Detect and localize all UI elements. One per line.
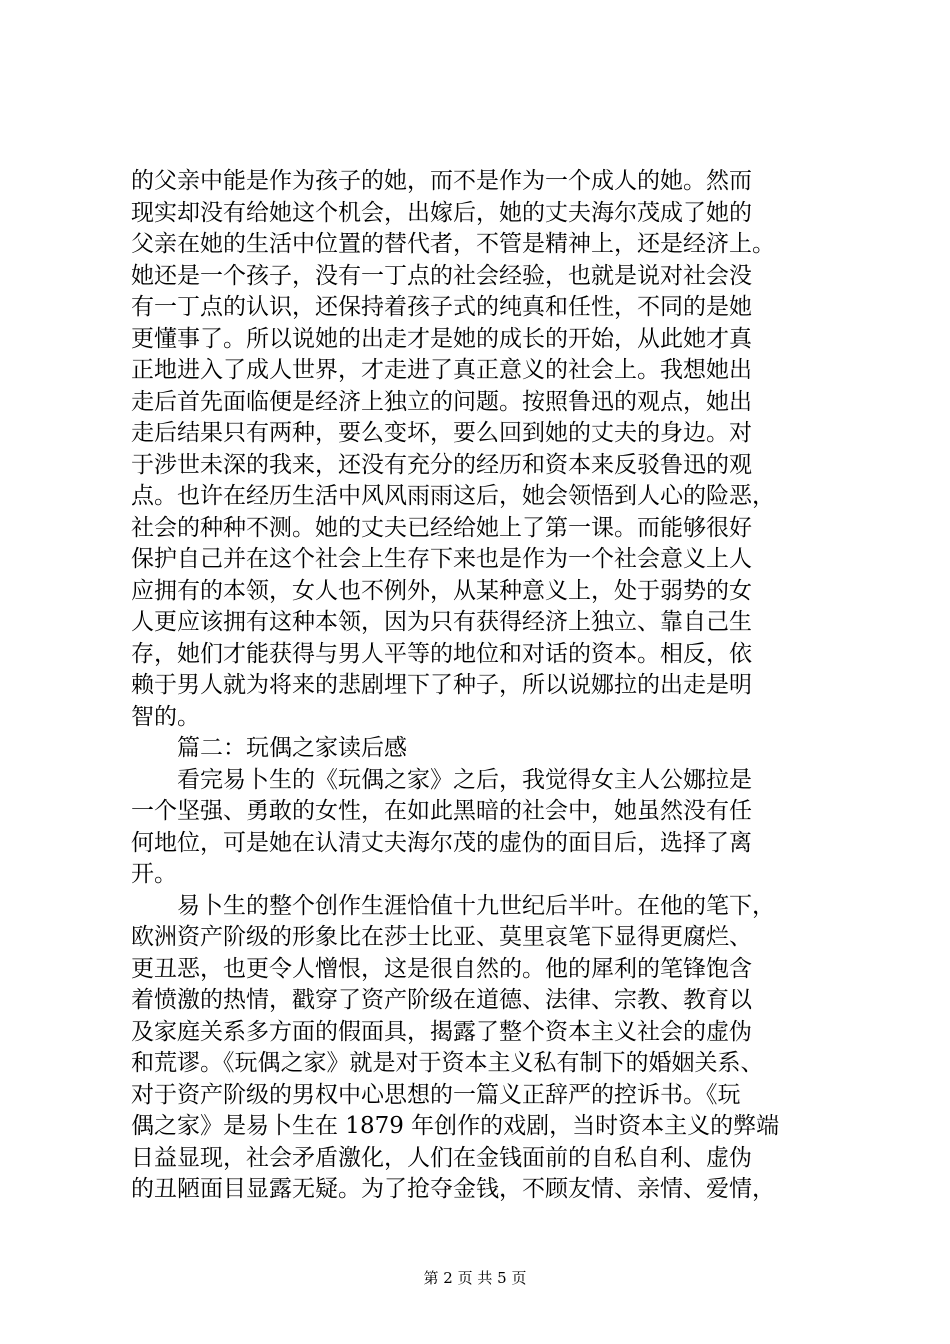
page-number: 第 2 页 共 5 页 [423,1269,527,1287]
section-heading: 篇二：玩偶之家读后感 [177,735,407,761]
text-line: 日益显现，社会矛盾激化，人们在金钱面前的自私自利、虚伪 [131,1144,752,1171]
text-line: 应拥有的本领，女人也不例外，从某种意义上，处于弱势的女 [131,577,752,604]
document-body [131,166,831,1206]
text-line: 更丑恶，也更令人憎恨，这是很自然的。他的犀利的笔锋饱含 [131,955,752,982]
text-line: 社会的种种不测。她的丈夫已经给她上了第一课。而能够很好 [131,514,752,541]
text-line: 智的。 [131,703,200,730]
text-line: 偶之家》是易卜生在 1879 年创作的戏剧，当时资本主义的弊端 [131,1113,780,1139]
text-line: 何地位，可是她在认清丈夫海尔茂的虚伪的面目后，选择了离 [131,829,752,856]
text-line: 人更应该拥有这种本领，因为只有获得经济上独立、靠自己生 [131,609,752,635]
text-line: 于涉世未深的我来，还没有充分的经历和资本来反驳鲁迅的观 [131,451,752,478]
text-line: 及家庭关系多方面的假面具，揭露了整个资本主义社会的虚伪 [131,1018,752,1045]
text-line: 的父亲中能是作为孩子的她，而不是作为一个成人的她。然而 [131,168,752,194]
text-line: 正地进入了成人世界，才走进了真正意义的社会上。我想她出 [131,357,752,383]
text-line: 她还是一个孩子，没有一丁点的社会经验，也就是说对社会没 [131,262,752,289]
text-line: 一个坚强、勇敢的女性，在如此黑暗的社会中，她虽然没有任 [131,798,752,824]
text-line: 着愤激的热情，戳穿了资产阶级在道德、法律、宗教、教育以 [131,987,752,1013]
text-line: 更懂事了。所以说她的出走才是她的成长的开始，从此她才真 [131,325,752,352]
text-line: 开。 [131,861,177,887]
text-line: 有一丁点的认识，还保持着孩子式的纯真和任性，不同的是她 [131,294,752,320]
text-line: 和荒谬。《玩偶之家》就是对于资本主义私有制下的婚姻关系、 [131,1050,764,1076]
text-line: 的丑陋面目显露无疑。为了抢夺金钱，不顾友情、亲情、爱情， [131,1176,775,1202]
text-line: 走后首先面临便是经济上独立的问题。按照鲁迅的观点，她出 [131,388,752,415]
text-line: 看完易卜生的《玩偶之家》之后，我觉得女主人公娜拉是 [177,766,752,793]
text-line: 对于资产阶级的男权中心思想的一篇义正辞严的控诉书。《玩 [131,1081,741,1108]
text-line: 走后结果只有两种，要么变坏，要么回到她的丈夫的身边。对 [131,420,752,446]
text-line: 欧洲资产阶级的形象比在莎士比亚、莫里哀笔下显得更腐烂、 [131,924,752,950]
text-line: 赖于男人就为将来的悲剧埋下了种子，所以说娜拉的出走是明 [131,672,752,698]
text-line: 保护自己并在这个社会上生存下来也是作为一个社会意义上人 [131,546,752,572]
text-line: 点。也许在经历生活中风风雨雨这后，她会领悟到人心的险恶， [131,483,775,509]
text-line: 存，她们才能获得与男人平等的地位和对话的资本。相反，依 [131,640,752,667]
text-line: 父亲在她的生活中位置的替代者，不管是精神上，还是经济上。 [131,231,775,257]
text-line: 易卜生的整个创作生涯恰值十九世纪后半叶。在他的笔下， [177,892,775,919]
text-line: 现实却没有给她这个机会，出嫁后，她的丈夫海尔茂成了她的 [131,199,752,226]
